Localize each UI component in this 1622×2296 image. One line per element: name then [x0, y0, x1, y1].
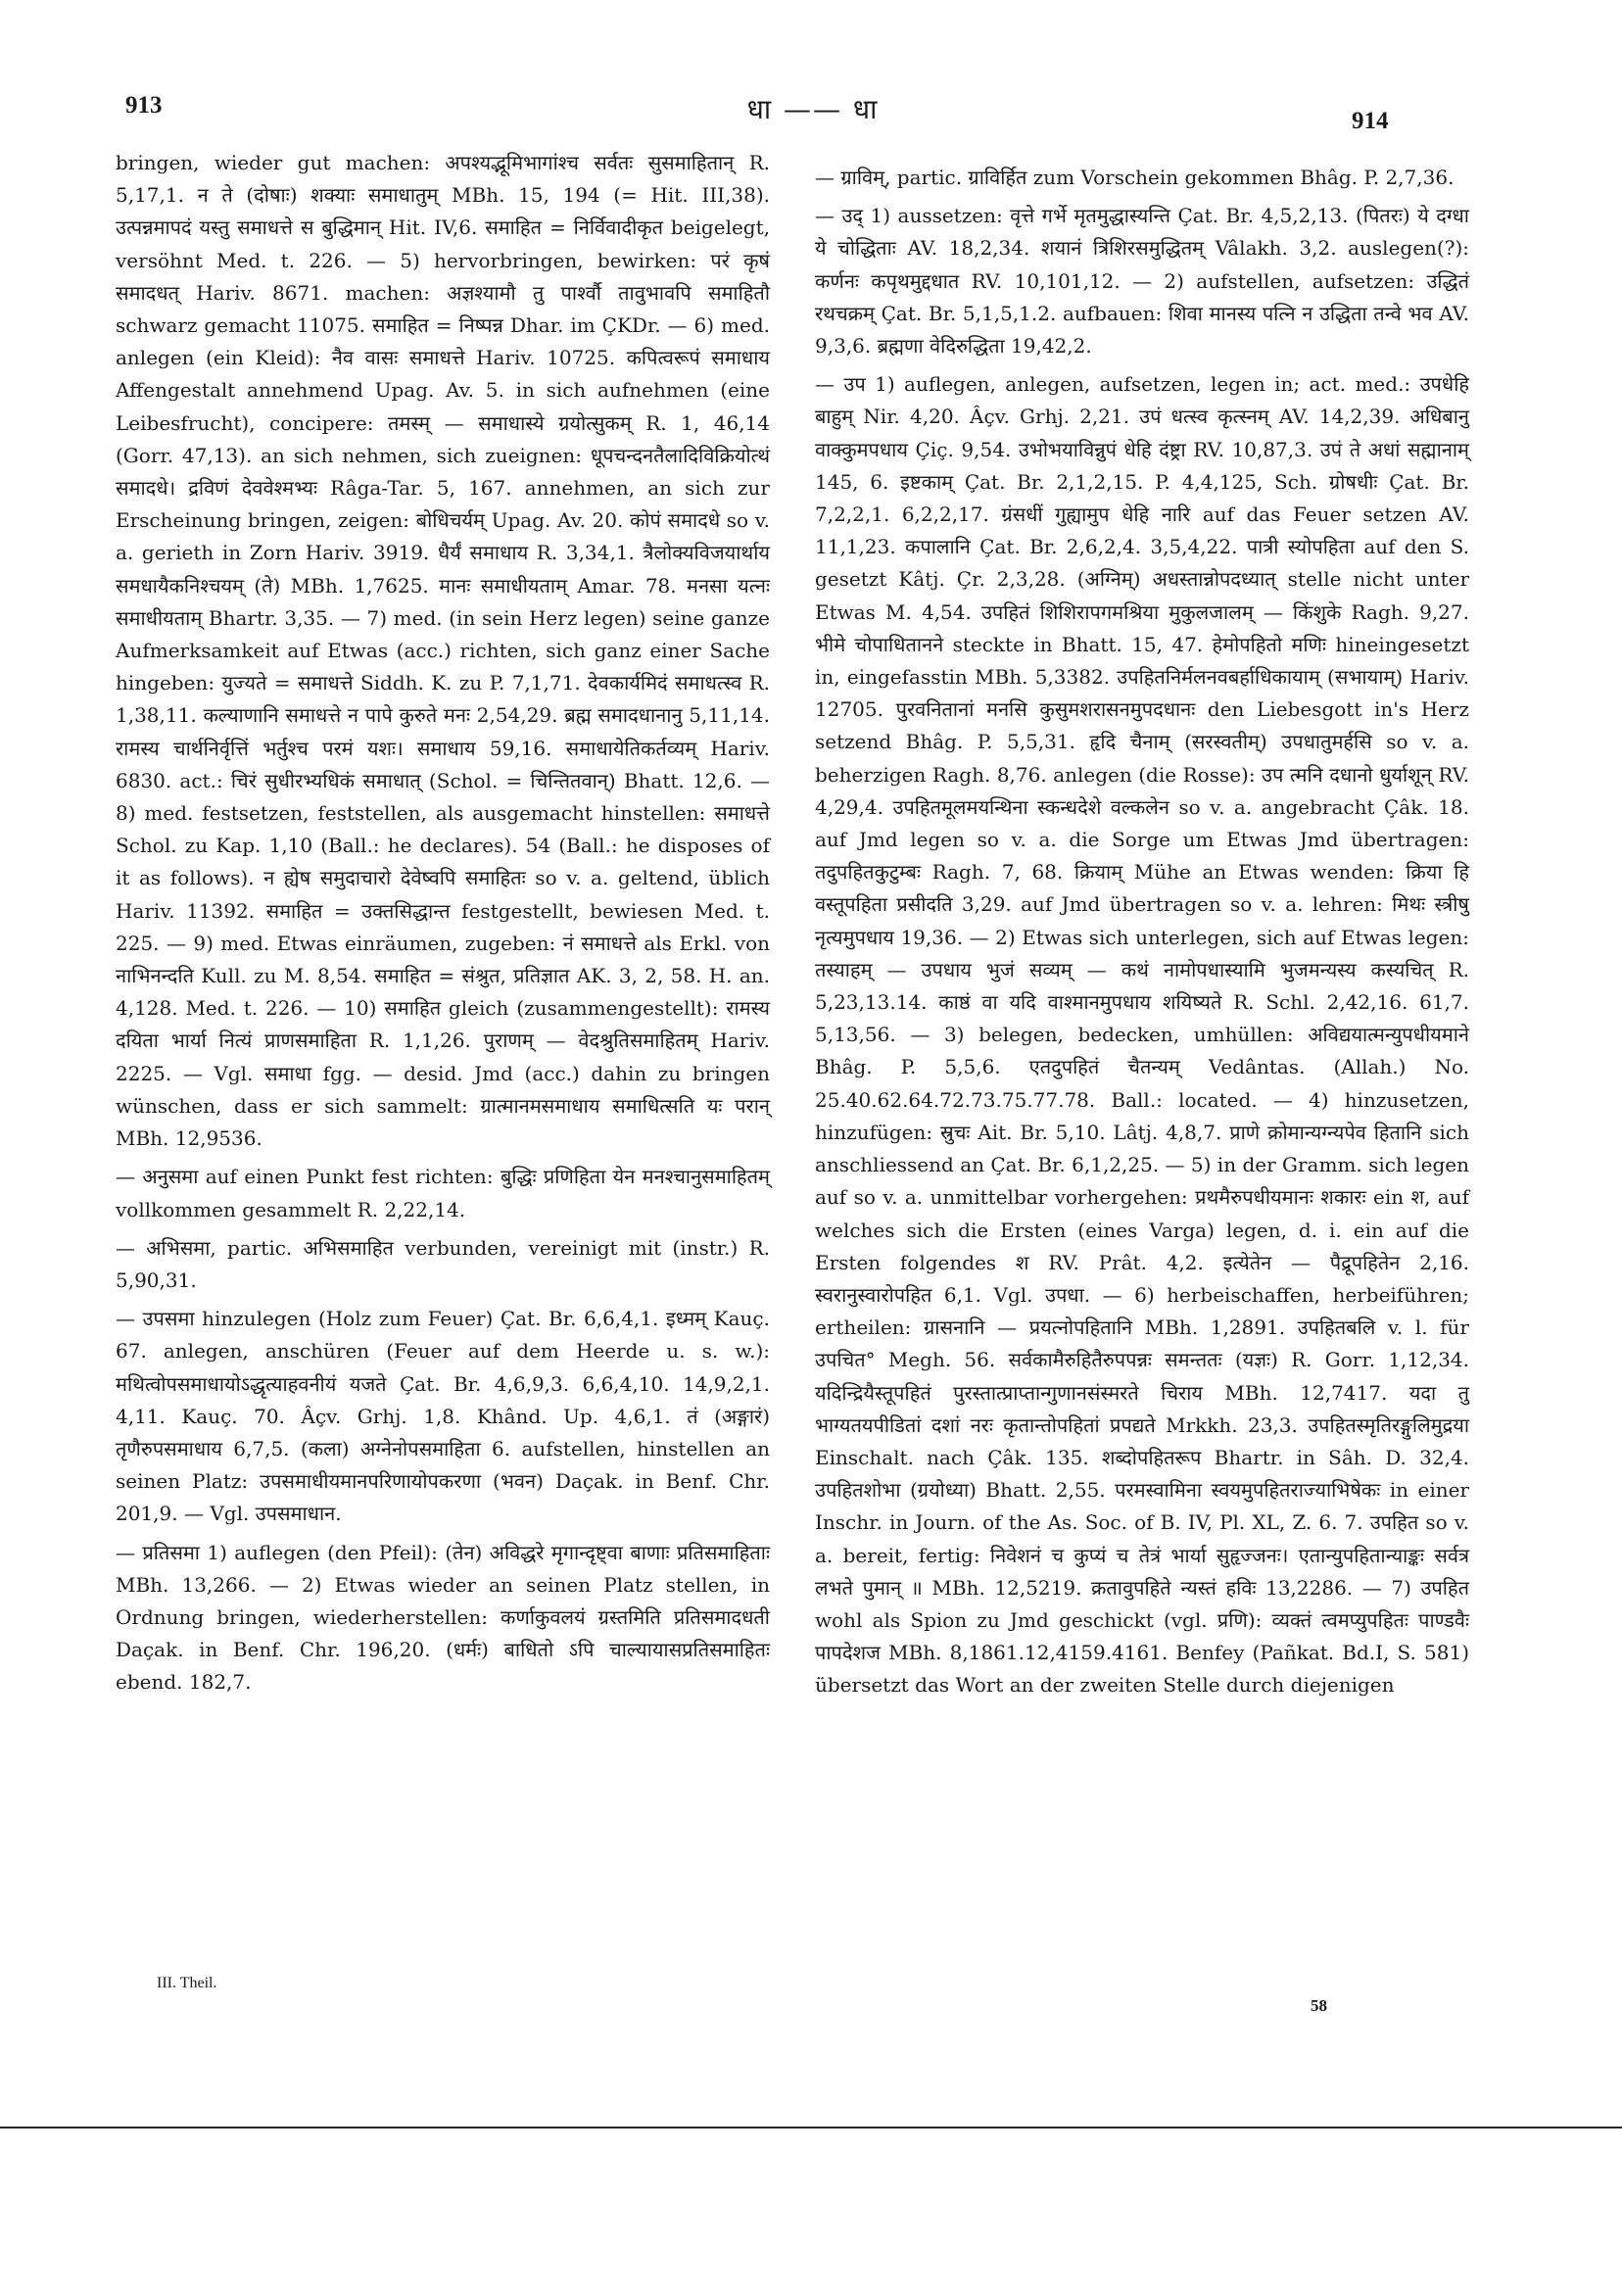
dictionary-entry-paragraph: — उद् 1) aussetzen: वृत्ते गर्भे मृतमुद्धास्यन्ति Çat. Br. 4,5,2,13. (पितरः) ये दग्धा ये चोद्धिताः AV. 18,2,34. शयानं त्रिशिरसमुद्धितम् Vâlakh. 3,2. auslegen(?): कर्णनः कपृथमुद्दधात RV. 10,101,12. — 2) aufstellen, aufsetzen: उद्धितं रथचक्रम् Çat. Br. 5,1,5,1.2. aufbauen: शिवा मानस्य पत्नि न उद्धिता तन्वे भव AV. 9,3,6. ब्रह्मणा वेदिरुद्धिता 19,42,2.	[815, 204, 1469, 359]
page-number-left: 913	[125, 92, 163, 119]
dictionary-entry-paragraph: — उप 1) auflegen, anlegen, aufsetzen, legen in; act. med.: उपधेहि बाहुम् Nir. 4,20. Âçv. Grhj. 2,21. उपं धत्स्व कृत्स्नम् AV. 14,2,39. अधिबानु वाक्कुमपधाय Çiç. 9,54. उभोभयाविन्नुपं धेहि दंष्ट्रा RV. 10,87,3. उपं ते अधां सह्मानाम् 145, 6. इष्टकाम् Çat. Br. 2,1,2,15. P. 4,4,125, Sch. ग्रोषधीः Çat. Br. 7,2,2,1. 6,2,2,17. ग्रंसधीं गुह्यामुप धेहि नारि auf das Feuer setzen AV. 11,1,23. कपालानि Çat. Br. 2,6,2,4. 3,5,4,22. पात्री स्योपहिता auf den S. gesetzt Kâtj. Çr. 2,3,28. (अग्निम्) अधस्तान्नोपदध्यात् stelle nicht unter Etwas M. 4,54. उपहितं शिशिरापगमश्रिया मुकुलजालम् — किंशुके Ragh. 9,27. भीमे चोपाधितानने steckte in Bhatt. 15, 47. हेमोपहितो मणिः hineingesetzt in, eingefasstin MBh. 5,3382. उपहितनिर्मलनवबर्हाधिकायाम् (सभायाम्) Hariv. 12705. पुरवनितानां मनसि कुसुमशरासनमुपदधानः den Liebesgott in's Herz setzend Bhâg. P. 5,5,31. हृदि चैनाम् (सरस्वतीम्) उपधातुमर्हसि so v. a. beherzigen Ragh. 8,76. anlegen (die Rosse): उप त्मनि दधानो धुर्याशून् RV. 4,29,4. उपहितमूलमयन्थिना स्कन्धदेशे वल्कलेन so v. a. angebracht Çâk. 18. auf Jmd legen so v. a. die Sorge um Etwas Jmd übertragen: तदुपहितकुटुम्बः Ragh. 7, 68. क्रियाम् Mühe an Etwas wenden: क्रिया हि वस्तूपहिता प्रसीदति 3,29. auf Jmd übertragen so v. a. lehren: मिथः स्त्रीषु नृत्यमुपधाय 19,36. — 2) Etwas sich unterlegen, sich auf Etwas legen: तस्याहम् — उपधाय भुजं सव्यम् — कथं नामोपधास्यामि भुजमन्यस्य कस्यचित् R. 5,23,13.14. काष्ठं वा यदि वाश्मानमुपधाय शयिष्यते R. Schl. 2,42,16. 61,7. 5,13,56. — 3) belegen, bedecken, umhüllen: अविद्ययात्मन्युपधीयमाने Bhâg. P. 5,5,6. एतदुपहितं चैतन्यम् Vedântas. (Allah.) No. 25.40.62.64.72.73.75.77.78. Ball.: located. — 4) hinzusetzen, hinzufügen: स्रुचः Ait. Br. 5,10. Lâtj. 4,8,7. प्राणे क्रोमान्यग्न्यपेव हितानि sich anschliessend an Çat. Br. 6,1,2,25. — 5) in der Gramm. sich legen auf so v. a. unmittelbar vorhergehen: प्रथमैरुपधीयमानः शकारः ein श, auf welches sich die Ersten (eines Varga) legen, d. i. ein auf die Ersten folgendes श RV. Prât. 4,2. इत्येतेन — पैद्रूपहितेन 2,16. स्वरानुस्वारोपहित 6,1. Vgl. उपधा. — 6) herbeischaffen, herbeiführen; ertheilen: ग्रासनानि — प्रयत्नोपहितानि MBh. 1,2891. उपहितबलि v. l. für उपचित° Megh. 56. सर्वकामैरुहितैरुपपन्नः समन्ततः (यज्ञः) R. Gorr. 1,12,34. यदिन्द्रियैस्तूपहितं पुरस्तात्प्राप्तान्गुणानसंस्मरते चिराय MBh. 12,7417. यदा तु भाग्यतयपीडितां दशां नरः कृतान्तोपहितां प्रपद्यते Mrkkh. 23,3. उपहितस्मृतिरङ्गुलिमुद्रया Einschalt. nach Çâk. 135. शब्दोपहितरूप Bhartr. in Sâh. D. 32,4. उपहितशोभा (ग्रयोध्या) Bhatt. 2,55. परमस्वामिना स्वयमुपहितराज्याभिषेकः in einer Inschr. in Journ. of the As. Soc. of B. IV, Pl. XL, Z. 6. 7. उपहित so v. a. bereit, fertig: निवेशनं च कुप्यं च तेत्रं भार्या सुहृज्जनः। एतान्युपहितान्याङ्कः सर्वत्र लभते पुमान् ॥ MBh. 12,5219. क्रतावुपहिते न्यस्तं हविः 13,2286. — 7) उपहित wohl als Spion zu Jmd geschickt (vgl. प्रणि): व्यक्तं त्वमप्युपहितः पाण्डवैः पापदेशज MBh. 8,1861.12,4159.4161. Benfey (Pañkat. Bd.I, S. 581) übersetzt das Wort an der zweiten Stelle durch diejenigen	[815, 372, 1470, 1698]
dictionary-entry-paragraph: bringen, wieder gut machen: अपश्यद्भूमिभागांश्च सर्वतः सुसमाहितान् R. 5,17,1. न ते (दोषाः) शक्याः समाधातुम् MBh. 15, 194 (= Hit. III,38). उत्पन्नमापदं यस्तु समाधत्ते स बुद्धिमान् Hit. IV,6. समाहित = निर्विवादीकृत beigelegt, versöhnt Med. t. 226. — 5) hervorbringen, bewirken: परं कृषं समादधत् Hariv. 8671. machen: अज्ञश्यामौ तु पार्श्वौ तावुभावपि समाहितौ schwarz gemacht 11075. समाहित = निष्पन्न Dhar. im ÇKDr. — 6) med. anlegen (ein Kleid): नैव वासः समाधत्ते Hariv. 10725. कपित्वरूपं समाधाय Affengestalt annehmend Upag. Av. 5. in sich aufnehmen (eine Leibesfrucht), concipere: तमस्म् — समाधास्ये ग्रयोत्सुकम् R. 1, 46,14 (Gorr. 47,13). an sich nehmen, sich zueignen: धूपचन्दनतैलादिविक्रियोत्थं समादधे। द्रविणं देववेश्मभ्यः Râga-Tar. 5, 167. annehmen, an sich zur Erscheinung bringen, zeigen: बोधिचर्यम् Upag. Av. 20. कोपं समादधे so v. a. gerieth in Zorn Hariv. 3919. धैर्यं समाधाय R. 3,34,1. त्रैलोक्यविजयार्थाय समधायैकनिश्चयम् (ते) MBh. 1,7625. मानः समाधीयताम् Amar. 78. मनसा यत्नः समाधीयताम् Bhartr. 3,35. — 7) med. (in sein Herz legen) seine ganze Aufmerksamkeit auf Etwas (acc.) richten, sich ganz einer Sache hingeben: युज्यते = समाधत्ते Siddh. K. zu P. 7,1,71. देवकार्यमिदं समाधत्स्व R. 1,38,11. कल्याणानि समाधत्ते न पापे कुरुते मनः 2,54,29. ब्रह्म समादधानानु 5,11,14. रामस्य चार्थनिर्वृत्तिं भर्तुश्च परमं यशः। समाधाय 59,16. समाधायेतिकर्तव्यम् Hariv. 6830. act.: चिरं सुधीरभ्यधिकं समाधात् (Schol. = चिन्तितवान्) Bhatt. 12,6. — 8) med. festsetzen, feststellen, als ausgemacht hinstellen: समाधत्ते Schol. zu Kap. 1,10 (Ball.: he declares). 54 (Ball.: he disposes of it as follows). न ह्येष समुदाचारो देवेष्वपि समाहितः so v. a. geltend, üblich Hariv. 11392. समाहित = उक्तसिद्धान्त festgestellt, bewiesen Med. t. 225. — 9) med. Etwas einräumen, zugeben: नं समाधत्ते als Erkl. von नाभिनन्दति Kull. zu M. 8,54. समाहित = संश्रुत, प्रतिज्ञात AK. 3, 2, 58. H. an. 4,128. Med. t. 226. — 10) समाहित gleich (zusammengestellt): रामस्य दयिता भार्या नित्यं प्राणसमाहिता R. 1,1,26. पुराणम् — वेदश्रुतिसमाहितम् Hariv. 2225. — Vgl. समाधा fgg. — desid. Jmd (acc.) dahin zu bringen wünschen, dass er sich sammelt: ग्रात्मानमसमाधाय समाधित्सति यः परान् MBh. 12,9536.	[116, 151, 770, 1151]
dictionary-entry-paragraph: — प्रतिसमा 1) auflegen (den Pfeil): (तेन) अविद्धरे मृगान्दृष्ट्वा बाणाः प्रतिसमाहिताः MBh. 13,266. — 2) Etwas wieder an seinen Platz stellen, in Ordnung bringen, wiederherstellen: कर्णाकुवलयं ग्रस्तमिति प्रतिसमादधती Daçak. in Benf. Chr. 196,20. (धर्मः) बाधितो ऽपि चाल्यायासप्रतिसमाहितः ebend. 182,7.	[116, 1540, 770, 1695]
dictionary-entry-paragraph: — ग्राविम्, partic. ग्राविर्हित zum Vorschein gekommen Bhâg. P. 2,7,36.	[815, 166, 1455, 189]
dictionary-entry-paragraph: — अनुसमा auf einen Punkt fest richten: बुद्धिः प्रणिहिता येन मनश्चानुसमाहितम् vollkommen gesammelt R. 2,22,14.	[116, 1165, 770, 1221]
left-column	[116, 147, 770, 1699]
bottom-rule	[0, 2127, 1622, 2129]
signature-mark: 58	[1311, 1996, 1327, 2015]
running-head: धा —— धा	[746, 93, 880, 125]
dictionary-entry-paragraph: — उपसमा hinzulegen (Holz zum Feuer) Çat. Br. 6,6,4,1. इध्मम् Kauç. 67. anlegen, anschüren (Feuer auf dem Heerde u. s. w.): मथित्वोपसमाधायोऽद्धृत्याहवनीयं यजते Çat. Br. 4,6,9,3. 6,6,4,10. 14,9,2,1. 4,11. Kauç. 70. Âçv. Grhj. 1,8. Khând. Up. 4,6,1. तं (अङ्गारं) तृणैरुपसमाधाय 6,7,5. (कला) अग्नेनोपसमाहिता 6. aufstellen, hinstellen an seinen Platz: उपसमाधीयमानपरिणायोपकरणा (भवन) Daçak. in Benf. Chr. 201,9. — Vgl. उपसमाधान.	[116, 1307, 770, 1526]
page-number-right: 914	[1352, 108, 1389, 134]
right-column	[815, 162, 1469, 1702]
footer-part-label: III. Theil.	[157, 1975, 217, 1991]
dictionary-entry-paragraph: — अभिसमा, partic. अभिसमाहित verbunden, vereinigt mit (instr.) R. 5,90,31.	[116, 1235, 770, 1292]
